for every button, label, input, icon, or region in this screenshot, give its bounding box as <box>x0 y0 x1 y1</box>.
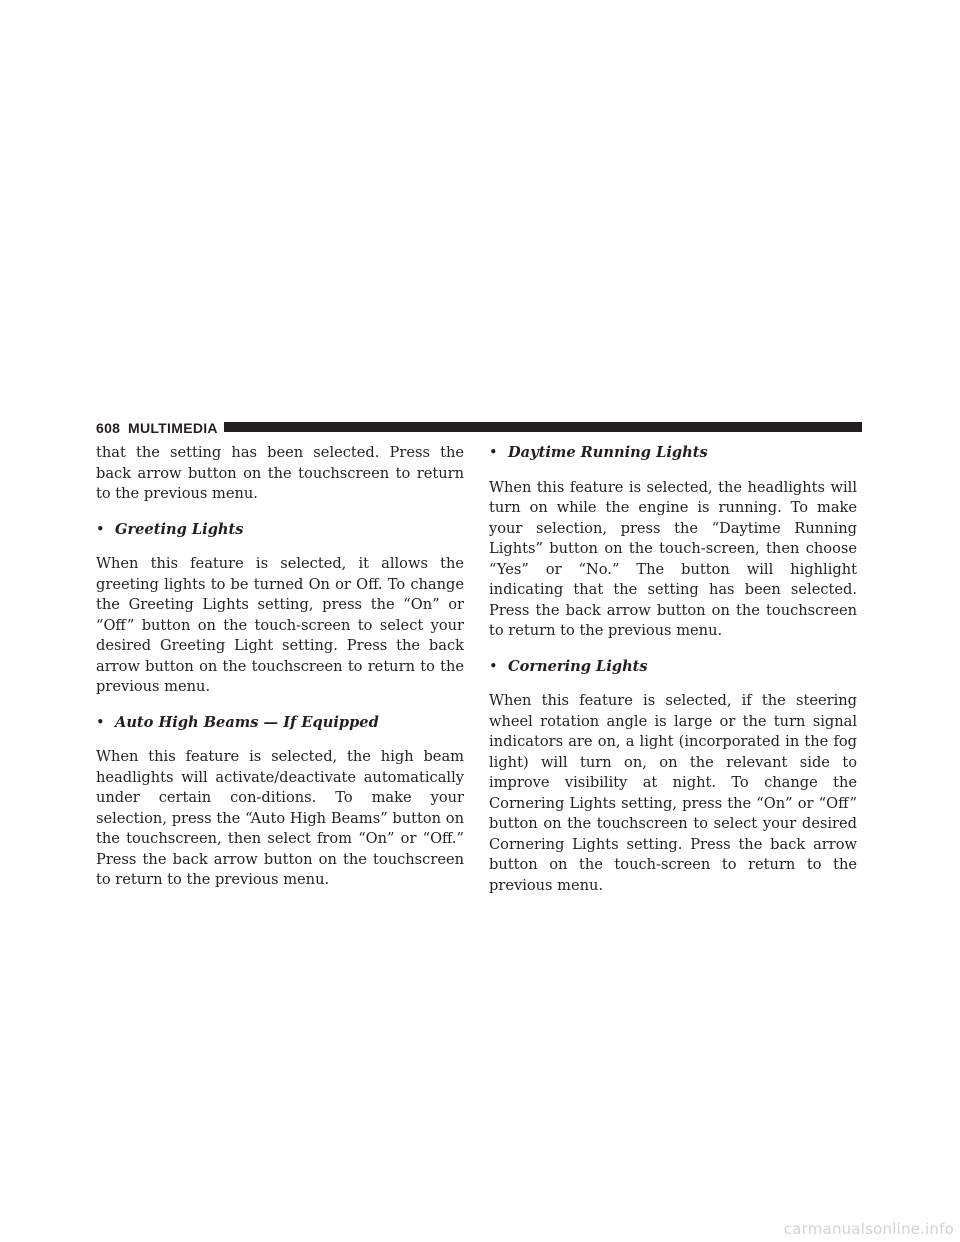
header-rule <box>224 422 862 432</box>
greeting-lights-heading <box>96 520 464 541</box>
left-column <box>96 443 464 906</box>
greeting-lights-paragraph: When this feature is selected, it allows the greeting lights to be turned On or Off. To change the Greeting Lights setting, press the “On” or “Off” button on the touch-screen to select your desired Greeting Light setting. Press the back arrow button on the touchscreen to return to the previous menu. <box>96 555 464 695</box>
cornering-lights-paragraph: When this feature is selected, if the steering wheel rotation angle is large or the turn signal indicators are on, a light (incorporated in the fog light) will turn on, on the relevant side to improve visibility at night. To change the Cornering Lights setting, press the “On” or “Off” button on the touchscreen to select your desired Cornering Lights setting. Press the back arrow button on the touch-screen to return to the previous menu. <box>489 692 857 894</box>
continuation-paragraph: that the setting has been selected. Press the back arrow button on the touchscreen to return to the previous menu. <box>96 444 464 502</box>
daytime-running-lights-paragraph: When this feature is selected, the headlights will turn on while the engine is running. To make your selection, press the “Daytime Running Lights” button on the touch-screen, then choose “Yes” or “No.” The button will highlight indicating that the setting has been selected. Press the back arrow button on the touchscreen to return to the previous menu. <box>489 478 857 639</box>
bullet-icon: • <box>489 657 498 675</box>
heading-text: Auto High Beams — If Equipped <box>115 713 379 731</box>
page-header <box>96 420 862 440</box>
auto-high-beams-heading <box>96 713 464 734</box>
bullet-icon: • <box>489 444 498 461</box>
bullet-icon: • <box>96 713 105 731</box>
cornering-lights-heading <box>489 657 857 678</box>
daytime-running-lights-heading <box>489 443 857 464</box>
heading-text: Cornering Lights <box>508 657 648 675</box>
heading-text: Daytime Running Lights <box>508 444 708 461</box>
watermark: carmanualsonline.info <box>783 1220 954 1238</box>
auto-high-beams-paragraph: When this feature is selected, the high beam headlights will activate/deactivate automatically under certain con-ditions. To make your selection, press the “Auto High Beams” button on the touchscreen, then select from “On” or “Off.” Press the back arrow button on the touchscreen to return to the previous menu. <box>96 748 464 888</box>
page-number: 608 <box>96 420 121 436</box>
section-title: MULTIMEDIA <box>128 420 218 436</box>
right-column <box>489 443 857 911</box>
heading-text: Greeting Lights <box>115 520 244 538</box>
bullet-icon: • <box>96 520 105 538</box>
